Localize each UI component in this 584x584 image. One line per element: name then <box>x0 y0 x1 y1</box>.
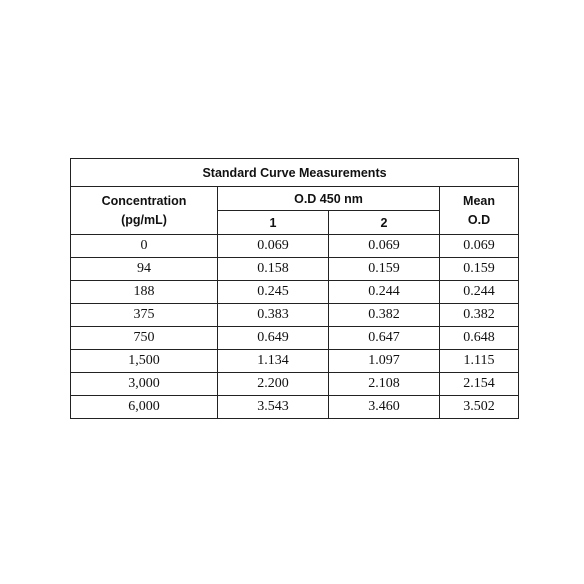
mean-od-cell: 2.154 <box>440 373 519 396</box>
mean-od-cell: 0.244 <box>440 281 519 304</box>
concentration-cell: 188 <box>71 281 218 304</box>
od-replicate-2-cell: 2.108 <box>329 373 440 396</box>
concentration-cell: 94 <box>71 258 218 281</box>
concentration-cell: 6,000 <box>71 396 218 419</box>
replicate-2-header: 2 <box>329 211 440 235</box>
od-replicate-2-cell: 1.097 <box>329 350 440 373</box>
table-row <box>71 258 519 281</box>
table-row <box>71 373 519 396</box>
mean-od-header <box>440 187 519 235</box>
od-replicate-1-cell: 0.245 <box>218 281 329 304</box>
od-replicate-1-cell: 3.543 <box>218 396 329 419</box>
table-row <box>71 235 519 258</box>
od-replicate-2-cell: 3.460 <box>329 396 440 419</box>
mean-od-cell: 0.382 <box>440 304 519 327</box>
table-title: Standard Curve Measurements <box>71 159 519 187</box>
od-replicate-2-cell: 0.382 <box>329 304 440 327</box>
table-body <box>71 235 519 419</box>
mean-od-cell: 1.115 <box>440 350 519 373</box>
od-replicate-1-cell: 0.649 <box>218 327 329 350</box>
concentration-header-unit: (pg/mL) <box>121 212 167 227</box>
mean-od-cell: 3.502 <box>440 396 519 419</box>
table-row <box>71 396 519 419</box>
concentration-cell: 1,500 <box>71 350 218 373</box>
od-replicate-1-cell: 0.383 <box>218 304 329 327</box>
table-row <box>71 327 519 350</box>
mean-od-cell: 0.159 <box>440 258 519 281</box>
od-replicate-2-cell: 0.069 <box>329 235 440 258</box>
od-group-header: O.D 450 nm <box>218 187 440 211</box>
od-replicate-1-cell: 2.200 <box>218 373 329 396</box>
mean-od-cell: 0.648 <box>440 327 519 350</box>
mean-header-line2: O.D <box>467 212 491 227</box>
mean-od-cell: 0.069 <box>440 235 519 258</box>
concentration-cell: 750 <box>71 327 218 350</box>
table-row <box>71 304 519 327</box>
concentration-cell: 375 <box>71 304 218 327</box>
table-row <box>71 350 519 373</box>
concentration-cell: 3,000 <box>71 373 218 396</box>
od-replicate-2-cell: 0.647 <box>329 327 440 350</box>
od-replicate-1-cell: 0.158 <box>218 258 329 281</box>
od-replicate-2-cell: 0.159 <box>329 258 440 281</box>
table-row <box>71 281 519 304</box>
concentration-cell: 0 <box>71 235 218 258</box>
mean-header-line1: Mean <box>463 194 495 209</box>
od-replicate-2-cell: 0.244 <box>329 281 440 304</box>
replicate-1-header: 1 <box>218 211 329 235</box>
od-replicate-1-cell: 1.134 <box>218 350 329 373</box>
concentration-header <box>71 187 218 235</box>
standard-curve-table <box>70 158 519 419</box>
od-replicate-1-cell: 0.069 <box>218 235 329 258</box>
concentration-header-line1: Concentration <box>101 194 187 209</box>
